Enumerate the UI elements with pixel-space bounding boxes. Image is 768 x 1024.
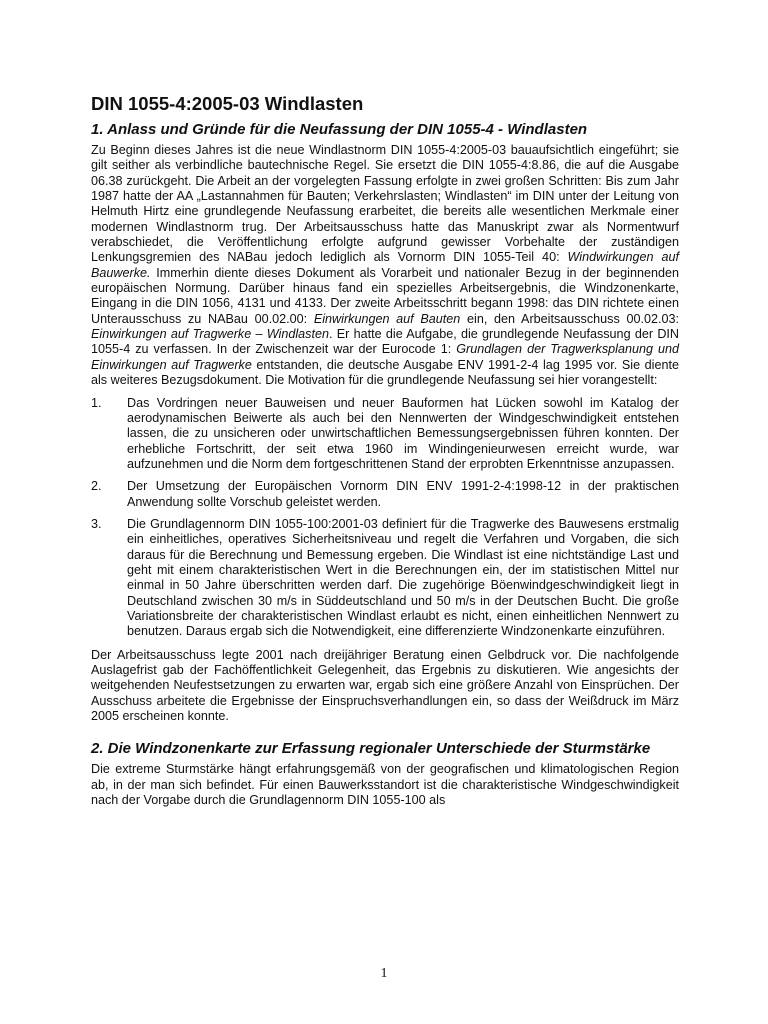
list-item-text: Das Vordringen neuer Bauweisen und neuer Bauformen hat Lücken sowohl im Katalog der aerodynamischen Beiwerte als auch bei den Nennwerten der Windgeschwindigkeit entstehen lassen, die zu unsicheren oder unwirtschaftlichen Bemessungsergebnissen führen konnten. Der erhebliche Fortschritt, der seit etwa 1960 im Windingenieurwesen erreicht wurde, war aufzunehmen und die Norm dem fortgeschrittenen Stand der erprobten Erkenntnisse anzupassen. (127, 395, 679, 471)
intro-italic-segment: Grundlagen der Tragwerksplanung und Einwirkungen auf Tragwerke (91, 342, 679, 372)
section-gap (91, 731, 679, 739)
intro-text-segment: ein, den Arbeitsausschuss 00.02.03: (460, 311, 679, 326)
intro-italic-segment: Einwirkungen auf Bauten (313, 311, 461, 326)
page-content (91, 93, 679, 815)
intro-italic-segment: Windwirkungen auf Bauwerke. (91, 250, 679, 280)
intro-italic-segment: Einwirkungen auf Tragwerke – Windlasten (91, 327, 329, 342)
intro-text-segment: entstanden, die deutsche Ausgabe ENV 1991-2-4 lag 1995 vor. Sie diente als weiteres Bezugsdokument. Die Motivation für die grundlegende Neufassung sei hier vorangestellt: (91, 357, 679, 388)
section-2-heading: 2. Die Windzonenkarte zur Erfassung regionaler Unterschiede der Sturmstärke (91, 740, 651, 758)
document-title: DIN 1055-4:2005-03 Windlasten (91, 93, 364, 114)
list-item-number: 1. (91, 395, 102, 410)
section-2-paragraph: Die extreme Sturmstärke hängt erfahrungsgemäß von der geografischen und klimatologischen Region ab, in der man sich befindet. Für einen Bauwerksstandort ist die charakteristische Windgeschwindigkeit nach der Vorgabe durch die Grundlagennorm DIN 1055-100 als (91, 762, 679, 808)
page-number: 1 (380, 966, 388, 981)
list-item-text: Der Umsetzung der Europäischen Vornorm DIN ENV 1991-2-4:1998-12 in der praktischen Anwendung sollte Vorschub geleistet werden. (127, 479, 679, 509)
intro-text-segment: Immerhin diente dieses Dokument als Vorarbeit und nationaler Bezug in der beginnenden europäischen Normung. Darüber hinaus fand ein spezielles Arbeitsergebnis, die Windzonenkarte, Eingang in die DIN 1056, 4131 und 4133. Der zweite Arbeitsschritt begann 1998: das DIN richtete einen Unterausschuss zu NABau 00.02.00: (91, 265, 679, 326)
intro-text-segment: . Er hatte die Aufgabe, die grundlegende Neufassung der DIN 1055-4 zu verfassen. In der Zwischenzeit war der Eurocode 1: (91, 327, 680, 357)
list-item-text: Die Grundlagennorm DIN 1055-100:2001-03 definiert für die Tragwerke des Bauwesens erstmalig ein einheitliches, operatives Sicherheitsniveau und regelt die Verfahren und Vorgaben, die sich daraus für die Berechnung und Bemessung ergeben. Die Windlast ist eine nichtständige Last und geht mit einem charakteristischen Wert in die Berechnungen ein, der im statistischen Mittel nur einmal in 50 Jahre überschritten werden darf. Die zugehörige Böenwindgeschwindigkeit liegt in Deutschland zwischen 30 m/s in Süddeutschland und 50 m/s in der Deutschen Bucht. Die große Variationsbreite der charakteristischen Windlast erlaubt es nicht, einen einheitlichen Nennwert zu benutzen. Daraus ergab sich die Notwendigkeit, eine differenzierte Windzonenkarte einzuführen. (127, 516, 679, 639)
section-1-closing-paragraph: Der Arbeitsausschuss legte 2001 nach dreijähriger Beratung einen Gelbdruck vor. Die nachfolgende Auslagefrist gab der Fachöffentlichkeit Gelegenheit, das Ergebnis zu diskutieren. Wie angesichts der weitgehenden Neufestsetzungen zu erwarten war, ergab sich eine größere Anzahl von Einsprüchen. Der Ausschuss arbeitete die Ergebnisse der Einspruchsverhandlungen ein, so dass der Weißdruck im März 2005 erscheinen konnte. (91, 647, 679, 724)
intro-text-segment: Zu Beginn dieses Jahres ist die neue Windlastnorm DIN 1055-4:2005-03 bauaufsichtlich eingeführt; sie gilt seither als verbindliche bautechnische Regel. Sie ersetzt die DIN 1055-4:8.86, die auf die Ausgabe 06.38 zurückgeht. Die Arbeit an der vorgelegten Fassung erfolgte in zwei großen Schritten: Bis zum Jahr 1987 hatte der AA „Lastannahmen für Bauten; Verkehrslasten; Windlasten“ im DIN unter der Leitung von Helmuth Hirtz eine grundlegende Neufassung erarbeitet, die bereits alle wesentlichen Merkmale einer modernen Windlastnorm trug. Der Arbeitsausschuss hatte das Manuskript zwar als Normentwurf verabschiedet, die Veröffentlichung erfolgte aufgrund gewisser Vorbehalte der zuständigen Lenkungsgremien des NABau jedoch lediglich als Vornorm DIN 1055-Teil 40: (91, 143, 679, 265)
list-item (91, 396, 679, 473)
list-item (91, 517, 679, 640)
motivation-list (91, 396, 679, 640)
list-item-number: 3. (91, 516, 102, 531)
list-item-number: 2. (91, 479, 102, 494)
section-1-heading: 1. Anlass und Gründe für die Neufassung der DIN 1055-4 - Windlasten (91, 121, 588, 138)
section-1-intro-paragraph (91, 143, 679, 389)
list-item (91, 479, 679, 510)
